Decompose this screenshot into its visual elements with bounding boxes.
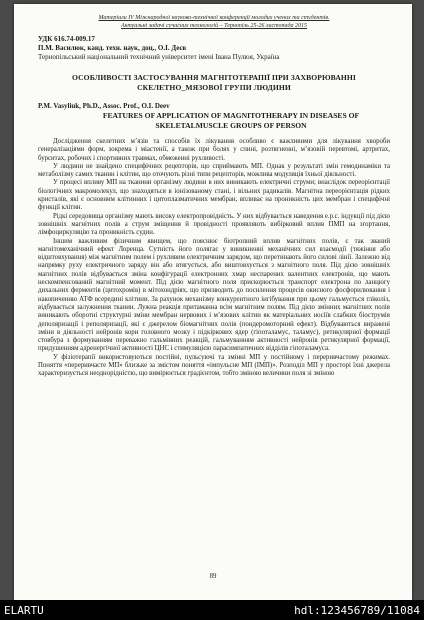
conference-header-line: Актуальні задачі сучасних технологій – Тернопіль 25-26 листопада 2015 — [120, 23, 308, 29]
body-paragraph: У фізіотерапії використовуються постійні, пульсуючі та змінні МП у постійному і переривчастому режимах. Поняття «переривчасте МП» близьке за змістом поняття «імпульсне МП (ІМП)». Розподіл МП у просторі їхні джерела характеризується неоднорідністю, що вимірюється градієнтом, тобто зміною величини поля зі зміною — [38, 353, 390, 378]
affiliation: Тернопільський національний технічний університет імені Івана Пулюя, Україна — [38, 53, 280, 61]
repository-footer — [0, 600, 424, 620]
authors: П.М. Василюк, канд. техн. наук, доц., О.І. Деєв — [38, 44, 187, 52]
paper-title-uk: ОСОБЛИВОСТІ ЗАСТОСУВАННЯ МАГНІТОТЕРАПІЇ ПРИ ЗАХВОРЮВАННІ СКЕЛЕТНО_МЯЗОВОЇ ГРУПИ ЛЮДИНИ — [72, 73, 356, 92]
body-paragraph: Іншим важливим фізичним явищем, що пояснює біотропний вплив магнітних полів, є так званий магнітомеханічний ефект Лоренца. Сутність його полягає у виникненні механічних сил взаємодії (тяжіння або відштовхування) між магнітним полем і рухливим електричним зарядом, що перетинають його силові лінії. Залежно від напрямку руху електричного заряду він або втягується, або виштовхується з магнітного поля. Під дією зовнішніх магнітних полів відбувається зміна конфігурації електронних хмар неспарених валентних електронів, що мають нескомпенсований магнітний момент. Під дією магнітного поля прискорюється транспорт електрона по ланцюгу дихальних ферментів (цитохромів) в мітохондріях, що призводить до посилення процесів окисного фосфорилювання і накопиченню АТФ всередині клітини. За рахунок механізму конкурентного інгібування при цьому гальмується гліколіз, відбувається залужнення тканин. Лужна реакція притаманна всім магнітним полям. Під дією змінних магнітних полів виникають оборотні структурні зміни мембран нервових і м’язових клітин як матеріальних носіїв слабких біострумів деполяризації і реполяризації, які є джерелом біомагнітних полів (пондеромоторний ефект). Відбуваються виражені зміни в діяльності нейронів кори головного мозку і підкіркових ядер (гіпоталамус, таламус), ретикулярної формації стовбура з формуванням переважно гальмівних реакцій, гальмуванням активності нейронів ретикулярної формації, придушенням адренергічної активності ЦНС і стимуляцією парасимпатичних відділів гіпоталамуса. — [38, 237, 390, 353]
conference-header — [38, 14, 390, 30]
page-number: 89 — [209, 573, 217, 580]
body-paragraph: Рідкі середовища організму мають високу електропровідність. У них відбувається наведення е.р.с. індукції під дією зовнішніх магнітних полів а струм зміщення й провідності проявляють вибірковий вплив ПМП на згортання, лімфоциркуляцію та проникність судин. — [38, 212, 390, 237]
authors-en: P.M. Vasyliuk, Ph.D., Assoc. Prof., O.I. Deev — [38, 102, 170, 110]
body-paragraph: Дослідження скелетних м’язів та способів їх лікування особливо є важливими для лікування хвороби генералізаціями форм, зокрема і міастенії, а також при болях у спині, розтягненні, м’язовій перевтомі, артритах, бурситах, робочих і спортивних травмах, обмеженні рухливості. — [38, 138, 390, 162]
body-paragraph: У людини не знайдено специфічних рецепторів, що сприймають МП. Однак у результаті змін гемодинаміки та метаболізму самих тканин і клітин, що оточують різні типи рецепторів, можлива модуляція їхньої діяльності. — [38, 162, 390, 179]
body-paragraph: У процесі впливу МП на тканини організму людини в них виникають електричні струми; внаслідок переорієнтації біологічних макромолекул, що знаходяться в іонізованому стані, і вільних радикалів. Магнітна переорієнтація рідких кристалів, які є основним клітинних і цитоплазматичних мембран, впливає на проникність цих мембран і специфічні функції клітин. — [38, 179, 390, 212]
paper-body — [38, 138, 390, 379]
paper-title-en: FEATURES OF APPLICATION OF MAGNITOTHERAPY IN DISEASES OF SKELETALMUSCLE GROUPS OF PERSON — [102, 111, 360, 130]
conference-header-line: Матеріали IV Міжнародної науково-технічної конференції молодих учених та студентів. — [98, 15, 330, 21]
document-page — [14, 4, 412, 600]
repository-name: ELARTU — [4, 604, 44, 617]
udk-code: УДК 616.74-009.17 — [38, 35, 95, 43]
page-content — [38, 14, 390, 379]
handle-identifier[interactable]: hdl:123456789/11084 — [294, 604, 420, 617]
